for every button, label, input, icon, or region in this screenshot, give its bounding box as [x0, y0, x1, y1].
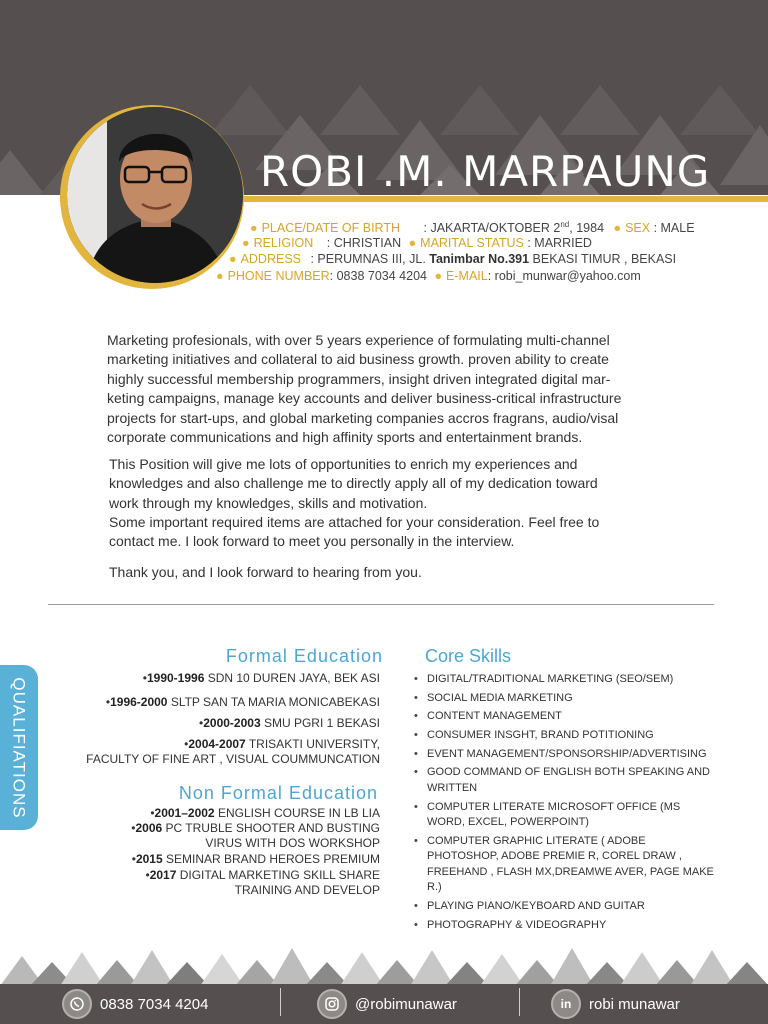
- closing-paragraph: Thank you, and I look forward to hearing from you.: [109, 564, 422, 580]
- core-skills-list: [414, 672, 714, 936]
- edu-text: ENGLISH COURSE IN LB LIA: [214, 806, 380, 820]
- list-item: • COMPUTER GRAPHIC LITERATE ( ADOBE PHOTOSHOP, ADOBE PREMIE R, COREL DRAW , FREEHAND , FLASH MX,DREAMWE AVER, PAGE MAKE R.): [414, 834, 714, 896]
- formal-education-item: •2004-2007 TRISAKTI UNIVERSITY, FACULTY OF FINE ART , VISUAL COUMMUNCATION: [86, 737, 380, 766]
- qualifications-tab-label: QUALIFIATIONS: [10, 676, 29, 819]
- edu-text: SDN 10 DUREN JAYA, BEK ASI: [204, 671, 380, 685]
- formal-education-item: •1990-1996 SDN 10 DUREN JAYA, BEK ASI: [142, 671, 380, 685]
- footer-divider: [519, 988, 520, 1016]
- sex-label: SEX: [625, 221, 651, 236]
- birth-label: PLACE/DATE OF BIRTH: [261, 221, 401, 236]
- section-divider: [48, 604, 714, 605]
- page-title: ROBI .M. MARPAUNG: [260, 147, 711, 195]
- footer-divider: [280, 988, 281, 1016]
- qualifications-tab-label-wrap: [0, 665, 38, 830]
- address-value-a: : PERUMNAS III, JL.: [310, 252, 430, 266]
- address-line: [229, 252, 676, 266]
- birth-value: [424, 221, 605, 235]
- phone-value: : 0838 7034 4204: [329, 269, 427, 283]
- list-item: • CONTENT MANAGEMENT: [414, 709, 714, 725]
- bullet-dot: ●: [250, 221, 258, 236]
- address-value-bold: Tanimbar No.391: [429, 252, 530, 266]
- list-item: • EVENT MANAGEMENT/SPONSORSHIP/ADVERTISING: [414, 747, 714, 763]
- address-value-b: BEKASI TIMUR , BEKASI: [529, 252, 677, 266]
- edu-text: SEMINAR BRAND HEROES PREMIUM: [162, 852, 380, 866]
- birth-value-text: : JAKARTA/OKTOBER 2: [423, 221, 561, 236]
- avatar: [67, 107, 243, 283]
- edu-text: TRISAKTI UNIVERSITY,: [245, 737, 380, 751]
- address-label: ADDRESS: [240, 252, 301, 266]
- edu-text-line2: TRAINING AND DEVELOP: [234, 883, 380, 897]
- birth-value-year: , 1984: [569, 221, 605, 236]
- bullet-dot: ●: [242, 236, 250, 250]
- footer-instagram[interactable]: [317, 984, 457, 1024]
- non-formal-education-item: •2017 DIGITAL MARKETING SKILL SHARE TRAINING AND DEVELOP: [145, 868, 380, 897]
- whatsapp-icon: [62, 989, 92, 1019]
- edu-years: 2001–2002: [154, 806, 215, 820]
- edu-text-line2: VIRUS WITH DOS WORKSHOP: [205, 836, 380, 850]
- edu-years: 2015: [135, 852, 163, 866]
- portrait-image: [67, 107, 243, 283]
- footer-linkedin[interactable]: [551, 984, 680, 1024]
- bullet-dot: ●: [229, 252, 237, 266]
- attachment-paragraph: Some important required items are attached for your consideration. Feel free to contact me. I look forward to meet you personally in the interview.: [109, 514, 600, 550]
- marital-value: : MARRIED: [527, 236, 592, 250]
- objective-paragraph: This Position will give me lots of opportunities to enrich my experiences and knowledges and also challenge me to directly apply all of my dedication toward work through my knowledges, skills and motivation.: [109, 456, 598, 511]
- edu-years: 2000-2003: [203, 716, 261, 730]
- list-item: • COMPUTER LITERATE MICROSOFT OFFICE (MS WORD, EXCEL, POWERPOINT): [414, 800, 714, 831]
- linkedin-icon: in: [551, 989, 581, 1019]
- non-formal-education-title: Non Formal Education: [178, 783, 378, 803]
- non-formal-education-item: •2001–2002 ENGLISH COURSE IN LB LIA: [150, 806, 380, 820]
- edu-text: SLTP SAN TA MARIA MONICABEKASI: [167, 695, 380, 709]
- list-item: • PHOTOGRAPHY & VIDEOGRAPHY: [414, 918, 714, 934]
- edu-text: PC TRUBLE SHOOTER AND BUSTING: [162, 821, 380, 835]
- edu-years: 2004-2007: [188, 737, 246, 751]
- bullet-dot: ●: [613, 221, 622, 236]
- list-item: • CONSUMER INSGHT, BRAND POTITIONING: [414, 728, 714, 744]
- list-item: • GOOD COMMAND OF ENGLISH BOTH SPEAKING AND WRITTEN: [414, 765, 714, 796]
- footer-phone-text: 0838 7034 4204: [100, 995, 209, 1013]
- birth-value-sup: nd: [560, 220, 570, 229]
- footer-instagram-text: @robimunawar: [355, 995, 457, 1013]
- non-formal-education-item: •2006 PC TRUBLE SHOOTER AND BUSTING VIRUS WITH DOS WORKSHOP: [131, 821, 380, 850]
- footer-bar: [0, 984, 768, 1024]
- edu-years: 1996-2000: [110, 695, 168, 709]
- instagram-icon: [317, 989, 347, 1019]
- formal-education-item: •2000-2003 SMU PGRI 1 BEKASI: [199, 716, 380, 730]
- formal-education-item: •1996-2000 SLTP SAN TA MARIA MONICABEKASI: [105, 695, 380, 709]
- birth-sex-line: [250, 220, 695, 235]
- edu-years: 2006: [135, 821, 163, 835]
- formal-education-title: Formal Education: [225, 646, 383, 666]
- email-value: : robi_munwar@yahoo.com: [487, 269, 641, 283]
- summary-paragraph: Marketing profesionals, with over 5 years experience of formulating multi-channel marketing initiatives and collateral to aid business growth. proven ability to create highly successful membership programmers, insight driven integrated digital mar-keting campaigns, manage key accounts and deliver business-critical infrastructure projects for start-ups, and global marketing companies accros fragrans, audio/visal corporate communications and high affinity sports and entertainment brands.: [107, 332, 622, 446]
- core-skills-title: Core Skills: [425, 646, 512, 666]
- edu-text: SMU PGRI 1 BEKASI: [260, 716, 380, 730]
- religion-value: : CHRISTIAN: [326, 236, 402, 250]
- list-item: • PLAYING PIANO/KEYBOARD AND GUITAR: [414, 899, 714, 915]
- phone-label: PHONE NUMBER: [227, 269, 330, 283]
- edu-years: 2017: [149, 868, 177, 882]
- non-formal-education-item: •2015 SEMINAR BRAND HEROES PREMIUM: [131, 852, 380, 866]
- email-label: E-MAIL: [446, 269, 488, 283]
- bullet-dot: ●: [408, 236, 417, 250]
- phone-email-line: [216, 269, 641, 283]
- footer-linkedin-text: robi munawar: [589, 995, 680, 1013]
- religion-label: RELIGION: [253, 236, 314, 250]
- edu-text-line2: FACULTY OF FINE ART , VISUAL COUMMUNCATION: [86, 752, 380, 766]
- footer-triangle-pattern: [0, 942, 768, 986]
- list-item: • DIGITAL/TRADITIONAL MARKETING (SEO/SEM): [414, 672, 714, 688]
- edu-years: 1990-1996: [146, 671, 205, 685]
- bullet-dot: ●: [434, 269, 443, 283]
- bullet-dot: ●: [216, 269, 224, 283]
- religion-marital-line: [242, 236, 592, 250]
- edu-text: DIGITAL MARKETING SKILL SHARE: [176, 868, 380, 882]
- sex-value: : MALE: [653, 221, 695, 236]
- list-item: • SOCIAL MEDIA MARKETING: [414, 691, 714, 707]
- qualifications-tab: [0, 665, 38, 830]
- footer-phone[interactable]: [62, 984, 208, 1024]
- marital-label: MARITAL STATUS: [420, 236, 524, 250]
